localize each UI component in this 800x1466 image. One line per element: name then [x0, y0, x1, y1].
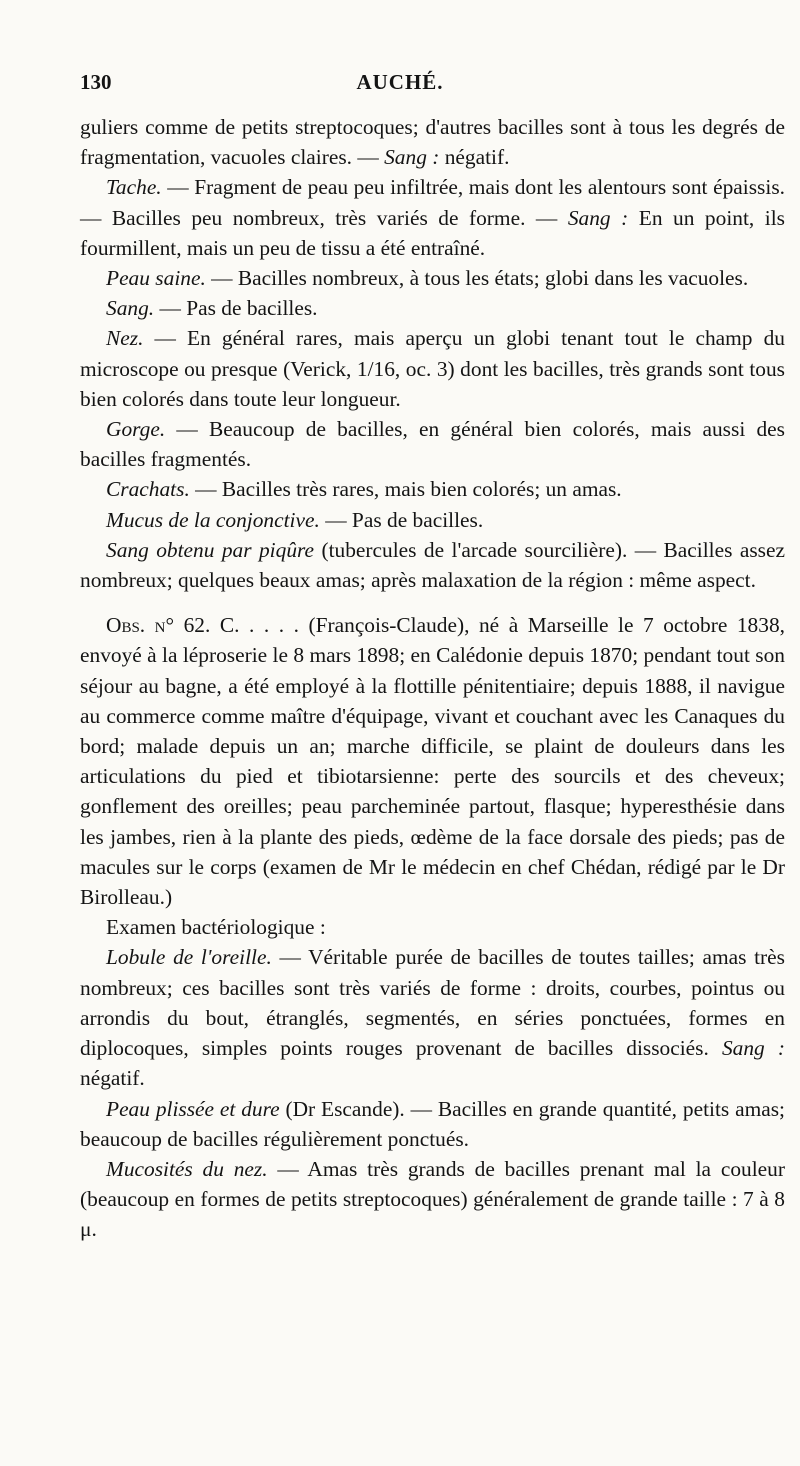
specimen-label: Sang : — [721, 1036, 785, 1061]
specimen-label: Tache. — [106, 175, 162, 200]
paragraph-text: — Amas très grands de bacilles prenant mal la couleur (beaucoup en formes de petits streptocoques) généralement de grande taille : 7 à 8 μ. — [80, 1156, 785, 1242]
paragraph-text: — Pas de bacilles. — [154, 296, 318, 321]
paragraph-text: Examen bactériologique : — [106, 915, 326, 940]
paragraph — [80, 942, 785, 1093]
paragraph-text: — Véritable purée de bacilles de toutes tailles; amas très nombreux; ces bacilles sont très variés de forme : droits, courbes, pointus ou arrondis du bout, étranglés, segmentés, en séries ponctuées, formes en diplocoques, simples points rouges provenant de bacilles dissociés. — [80, 945, 785, 1061]
paragraph-text: C. . . . . (François-Claude), né à Marseille le 7 octobre 1838, envoyé à la léproserie le 8 mars 1898; en Calédonie depuis 1870; pendant tout son séjour au bagne, a été employé à la flottille pénitentiaire; depuis 1888, il navigue au commerce comme maître d'équipage, vivant et couchant avec les Canaques du bord; malade depuis un an; marche difficile, se plaint de douleurs dans les articulations du pied et tibiotarsienne: perte des sourcils et des cheveux; gonflement des oreilles; peau parcheminée partout, flasque; hyperesthésie dans les jambes, rien à la plante des pieds, œdème de la face dorsale des pieds; pas de macules sur le corps (examen de Mr le médecin en chef Chédan, rédigé par le Dr Birolleau.) — [80, 613, 785, 910]
paragraph — [80, 610, 785, 912]
paragraph — [80, 535, 785, 595]
specimen-label: Sang obtenu par piqûre — [106, 537, 315, 562]
specimen-label: Nez. — [106, 326, 144, 351]
paragraph — [80, 323, 785, 414]
paragraph-text: (Dr Escande). — Bacilles en grande quantité, petits amas; beaucoup de bacilles régulièrement ponctués. — [80, 1096, 785, 1151]
paragraph-text: En un point, ils fourmillent, mais un peu de tissu a été entraîné. — [80, 205, 785, 260]
page-header — [80, 70, 760, 104]
specimen-label: Peau saine. — [106, 266, 206, 291]
paragraph-text: (tubercules de l'arcade sourcilière). — Bacilles assez nombreux; quelques beaux amas; après malaxation de la région : même aspect. — [80, 537, 785, 593]
specimen-label: Mucus de la conjonctive. — [106, 507, 320, 532]
paragraph-text: — Beaucoup de bacilles, en général bien colorés, mais aussi des bacilles fragmentés. — [80, 417, 785, 472]
continued-paragraph — [80, 112, 785, 172]
specimen-label: Crachats. — [106, 477, 190, 502]
body-text — [80, 112, 785, 1245]
paragraph — [80, 474, 785, 504]
specimen-label: Peau plissée et dure — [106, 1096, 280, 1121]
specimen-label: Sang : — [567, 205, 629, 230]
specimen-label: Gorge. — [106, 417, 166, 442]
paragraph — [80, 263, 785, 293]
observation-label: Obs. n° 62. — [106, 613, 211, 638]
page-number: 130 — [80, 70, 112, 94]
paragraph — [80, 1094, 785, 1154]
paragraph-text: négatif. — [80, 1066, 145, 1091]
paragraph-text: guliers comme de petits streptocoques; d'autres bacilles sont à tous les degrés de fragmentation, vacuoles claires. — — [80, 115, 785, 170]
paragraph — [80, 293, 785, 323]
paragraph — [80, 1154, 785, 1245]
paragraph-text: négatif. — [439, 145, 510, 170]
paragraph-text: — Fragment de peau peu infiltrée, mais dont les alentours sont épaissis. — Bacilles peu nombreux, très variés de forme. — — [80, 175, 785, 230]
paragraph — [80, 172, 785, 263]
paragraph-text: — En général rares, mais aperçu un globi tenant tout le champ du microscope ou presque (Verick, 1/16, oc. 3) dont les bacilles, très grands sont tous bien colorés dans toute leur longueur. — [80, 326, 785, 411]
specimen-label: Lobule de l'oreille. — [106, 945, 272, 970]
paragraph-text: — Bacilles nombreux, à tous les états; globi dans les vacuoles. — [205, 266, 749, 291]
specimen-label: Sang : — [384, 145, 440, 170]
paragraph — [80, 414, 785, 474]
running-title: AUCHÉ. — [356, 70, 444, 94]
paragraph-text: — Bacilles très rares, mais bien colorés; un amas. — [189, 477, 622, 502]
paragraph — [80, 505, 785, 535]
paragraph-gap — [80, 595, 785, 610]
specimen-label: Sang. — [106, 296, 155, 321]
paragraph-text: — Pas de bacilles. — [319, 507, 484, 532]
paragraph — [80, 912, 785, 942]
specimen-label: Mucosités du nez. — [106, 1156, 268, 1181]
